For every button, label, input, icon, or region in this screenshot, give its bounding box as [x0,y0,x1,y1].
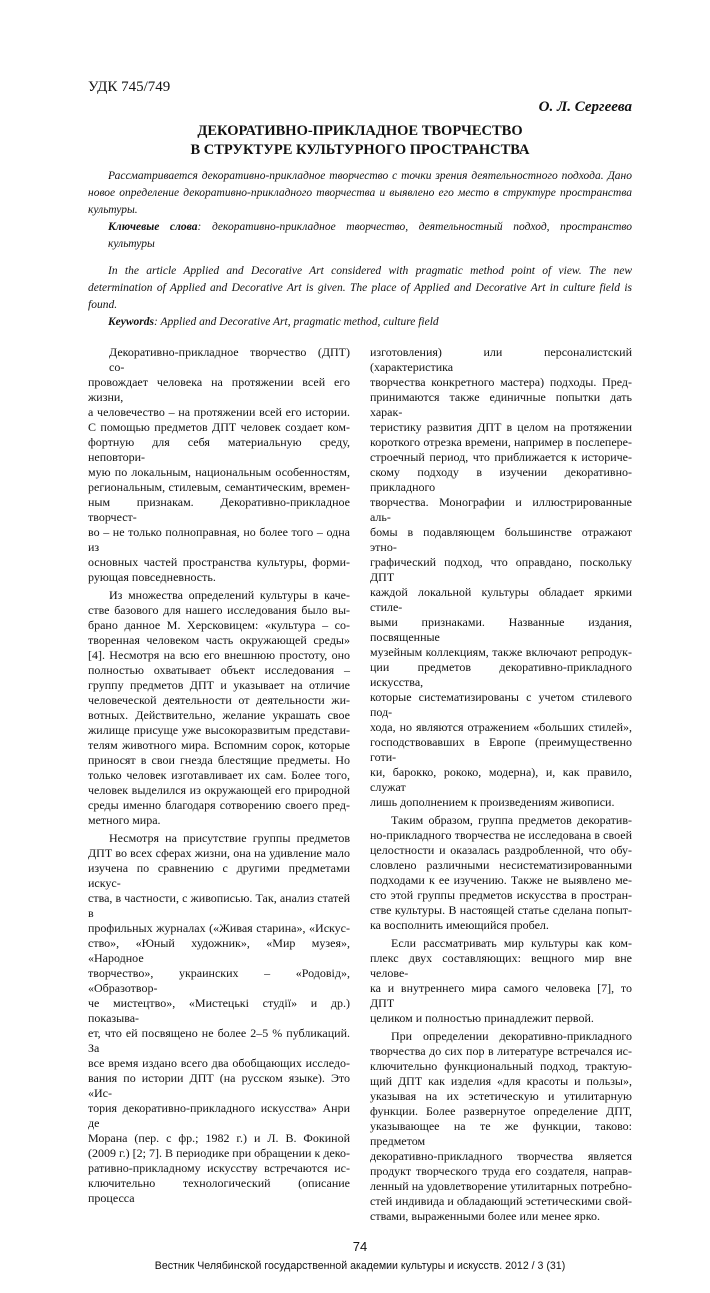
text-line: словлено различными несистематизированными [370,858,632,872]
text-line: среды именно благодаря сотворению своего пред- [88,798,350,812]
text-line: региональным, стилевым, семантическим, времен- [88,480,350,494]
text-line: ка восполнить имеющийся пробел. [370,918,549,932]
text-line: изготовления) или персоналистский (характеристика [370,345,632,374]
text-line: короткого отрезка времени, например в послепере- [370,435,632,449]
abstract-text: In the article Applied and Decorative Art considered with pragmatic method point of view. The new determination of Applied and Decorative Art is given. The place of Applied and Decorative Art in culture field is found. [88,265,632,311]
paragraph [370,345,632,810]
page-number: 74 [352,1239,368,1254]
text-line: метного мира. [88,813,161,827]
paragraph [370,1029,632,1224]
title-line-2: В СТРУКТУРЕ КУЛЬТУРНОГО ПРОСТРАНСТВА [190,142,530,158]
paragraph [370,813,632,933]
text-line: творчества конкретного мастера) подходы. Пред- [370,375,632,389]
body-column-right [370,345,632,1227]
paragraph [370,936,632,1026]
text-line: С помощью предметов ДПТ человек создает ком- [88,420,350,434]
text-line: щий ДПТ как изделия «для красоты и пользы», [370,1074,632,1088]
text-line: а человечество – на протяжении всей его истории. [88,405,350,419]
text-line: принимаются также единичные попытки дать харак- [370,390,632,419]
text-line: ство», «Юный художник», «Мир музея», «Народное [88,936,350,965]
text-line: графический подход, что оправдано, поскольку ДПТ [370,555,632,584]
keywords-label: Ключевые слова [108,221,198,233]
text-line: творчества до сих пор в литературе встречался ис- [370,1044,632,1058]
text-line: жилище присуще уже высокоразвитым представи- [88,723,350,737]
text-line: строечный период, что приближается к историче- [370,450,632,464]
text-line: Несмотря на присутствие группы предметов [109,831,350,845]
text-line: стей индивида и обладающий эстетическими свой- [370,1194,632,1208]
text-line: телям животного мира. Вспомним сорок, которые [88,738,350,752]
text-line: стве культуры. В настоящей статье сделана попыт- [370,903,632,917]
text-line: Декоративно-прикладное творчество (ДПТ) со- [109,345,350,374]
text-line: целостности и оказалась раздробленной, что обу- [370,843,632,857]
body-columns [88,345,632,1227]
keywords-list: : Applied and Decorative Art, pragmatic method, culture field [154,316,439,328]
text-line: во – не только полноправная, но более того – одна из [88,525,350,554]
text-line: хода, но являются отражением «больших стилей», [370,720,632,734]
text-line: ет, что ей посвящено не более 2–5 % публикаций. За [88,1026,350,1055]
text-line: выми признаками. Названные издания, посвященные [370,615,632,644]
keywords [88,219,632,253]
text-line: приносят в свои гнезда блестящие предметы. Но [88,753,350,767]
text-line: ка и внутреннего мира самого человека [7], то ДПТ [370,981,632,1010]
title-line-1: ДЕКОРАТИВНО-ПРИКЛАДНОЕ ТВОРЧЕСТВО [197,123,523,139]
abstract-russian [88,168,632,253]
abstract-text: Рассматривается декоративно-прикладное творчество с точки зрения деятельностного подхода. Дано новое определение декоративно-прикладного творчества и выявлено его место в структуре пространства культуры. [88,170,632,216]
text-line: сто этой группы предметов искусства в простран- [370,888,632,902]
text-line: человек выделился из окружающей его природной [88,783,350,797]
text-line: ства, в частности, с живописью. Так, анализ статей в [88,891,350,920]
text-line: продукт творческого труда его создателя, направ- [370,1164,632,1178]
text-line: Из множества определений культуры в каче- [109,588,350,602]
paragraph [88,588,350,828]
abstract-english [88,263,632,331]
text-line: [4]. Несмотря на всю его внешнюю простоту, оно [88,648,350,662]
text-line: которые систематизированы с учетом стилевого под- [370,690,632,719]
text-line: ки, барокко, рококо, модерна), и, как правило, служат [370,765,632,794]
text-line: ленный на удовлетворение утилитарных потребно- [370,1179,632,1193]
text-line: все время издано всего два обобщающих исследо- [88,1056,350,1070]
text-line: господствовавших в Европе (преимущественно готи- [370,735,632,764]
text-line: лишь дополнением к произведениям живописи. [370,795,615,809]
text-line: творчества. Монографии и иллюстрированные аль- [370,495,632,524]
text-line: указывающее на те же функции, таково: предметом [370,1119,632,1148]
text-line: плекс двух составляющих: вещного мир вне челове- [370,951,632,980]
body-column-left [88,345,350,1227]
text-line: брано данное М. Херсковицем: «культура – со- [88,618,350,632]
text-line: подходами к ее изучению. Также не выявлено ме- [370,873,632,887]
text-line: тория декоративно-прикладного искусства» Анри де [88,1101,350,1130]
keywords-label: Keywords [108,316,154,328]
keywords [88,314,632,331]
text-line: скому подходу в изучении декоративно-прикладного [370,465,632,494]
text-line: декоративно-прикладного творчества является [370,1149,632,1163]
text-line: теристику развития ДПТ в целом на протяжении [370,420,632,434]
text-line: рующая повседневность. [88,570,216,584]
keywords-list: : декоративно-прикладное творчество, деятельностный подход, пространство культуры [108,221,632,250]
text-line: ным признакам. Декоративно-прикладное творчест- [88,495,350,524]
text-line: Если рассматривать мир культуры как ком- [391,936,632,950]
text-line: провождает человека на протяжении всей его жизни, [88,375,350,404]
journal-footer: Вестник Челябинской государственной академии культуры и искусств. 2012 / 3 (31) [154,1260,566,1272]
udc-code: УДК 745/749 [88,79,171,95]
paragraph [88,831,350,1206]
text-line: только человек изготавливает их сам. Более того, [88,768,350,782]
text-line: ДПТ во всех сферах жизни, она на удивление мало [88,846,350,860]
text-line: че мистецтво», «Мистецькі студії» и др.) показыва- [88,996,350,1025]
text-line: музейным коллекциям, также включают репродук- [370,645,632,659]
paragraph [88,345,350,585]
text-line: Таким образом, группа предметов декоратив- [391,813,632,827]
text-line: ключительно функциональный подход, трактую- [370,1059,632,1073]
text-line: целиком и полностью принадлежит первой. [370,1011,594,1025]
text-line: профильных журналах («Живая старина», «Искус- [88,921,350,935]
text-line: изучена по сравнению с другими предметами искус- [88,861,350,890]
text-line: творчество», украинских – «Родовід», «Образотвор- [88,966,350,995]
text-line: ствами, выраженными более или менее ярко. [370,1209,601,1223]
text-line: вотных. Действительно, желание украшать свое [88,708,350,722]
text-line: фортную для себя материальную среду, неповтори- [88,435,350,464]
text-line: ции предметов декоративно-прикладного искусства, [370,660,632,689]
text-line: Морана (пер. с фр.; 1982 г.) и Л. В. Фокиной [88,1131,350,1145]
text-line: (2009 г.) [2; 7]. В периодике при обращении к деко- [88,1146,350,1160]
text-line: ративно-прикладному искусству встречаются ис- [88,1161,350,1175]
text-line: стве базового для нашего исследования было вы- [88,603,350,617]
article-title [88,122,632,160]
author-name: О. Л. Сергеева [538,99,632,115]
text-line: творенная человеком часть окружающей среды» [88,633,350,647]
text-line: вания по истории ДПТ (на русском языке). Это «Ис- [88,1071,350,1100]
text-line: При определении декоративно-прикладного [391,1029,632,1043]
text-line: бомы в подавляющем большинстве отражают этно- [370,525,632,554]
text-line: группу предметов ДПТ и указывает на отличие [88,678,350,692]
text-line: функции. Более развернутое определение ДПТ, [370,1104,632,1118]
text-line: указывая на их эстетическую и утилитарную [370,1089,632,1103]
text-line: человеческой деятельности от деятельности жи- [88,693,350,707]
text-line: ключительно технологический (описание процесса [88,1176,350,1205]
text-line: но-прикладного творчества не исследована в своей [370,828,632,842]
text-line: основных частей пространства культуры, форми- [88,555,350,569]
text-line: мую по локальным, национальным особенностям, [88,465,350,479]
text-line: полностью охватывает объект исследования – [88,663,350,677]
text-line: каждой локальной культуры обладает яркими стиле- [370,585,632,614]
